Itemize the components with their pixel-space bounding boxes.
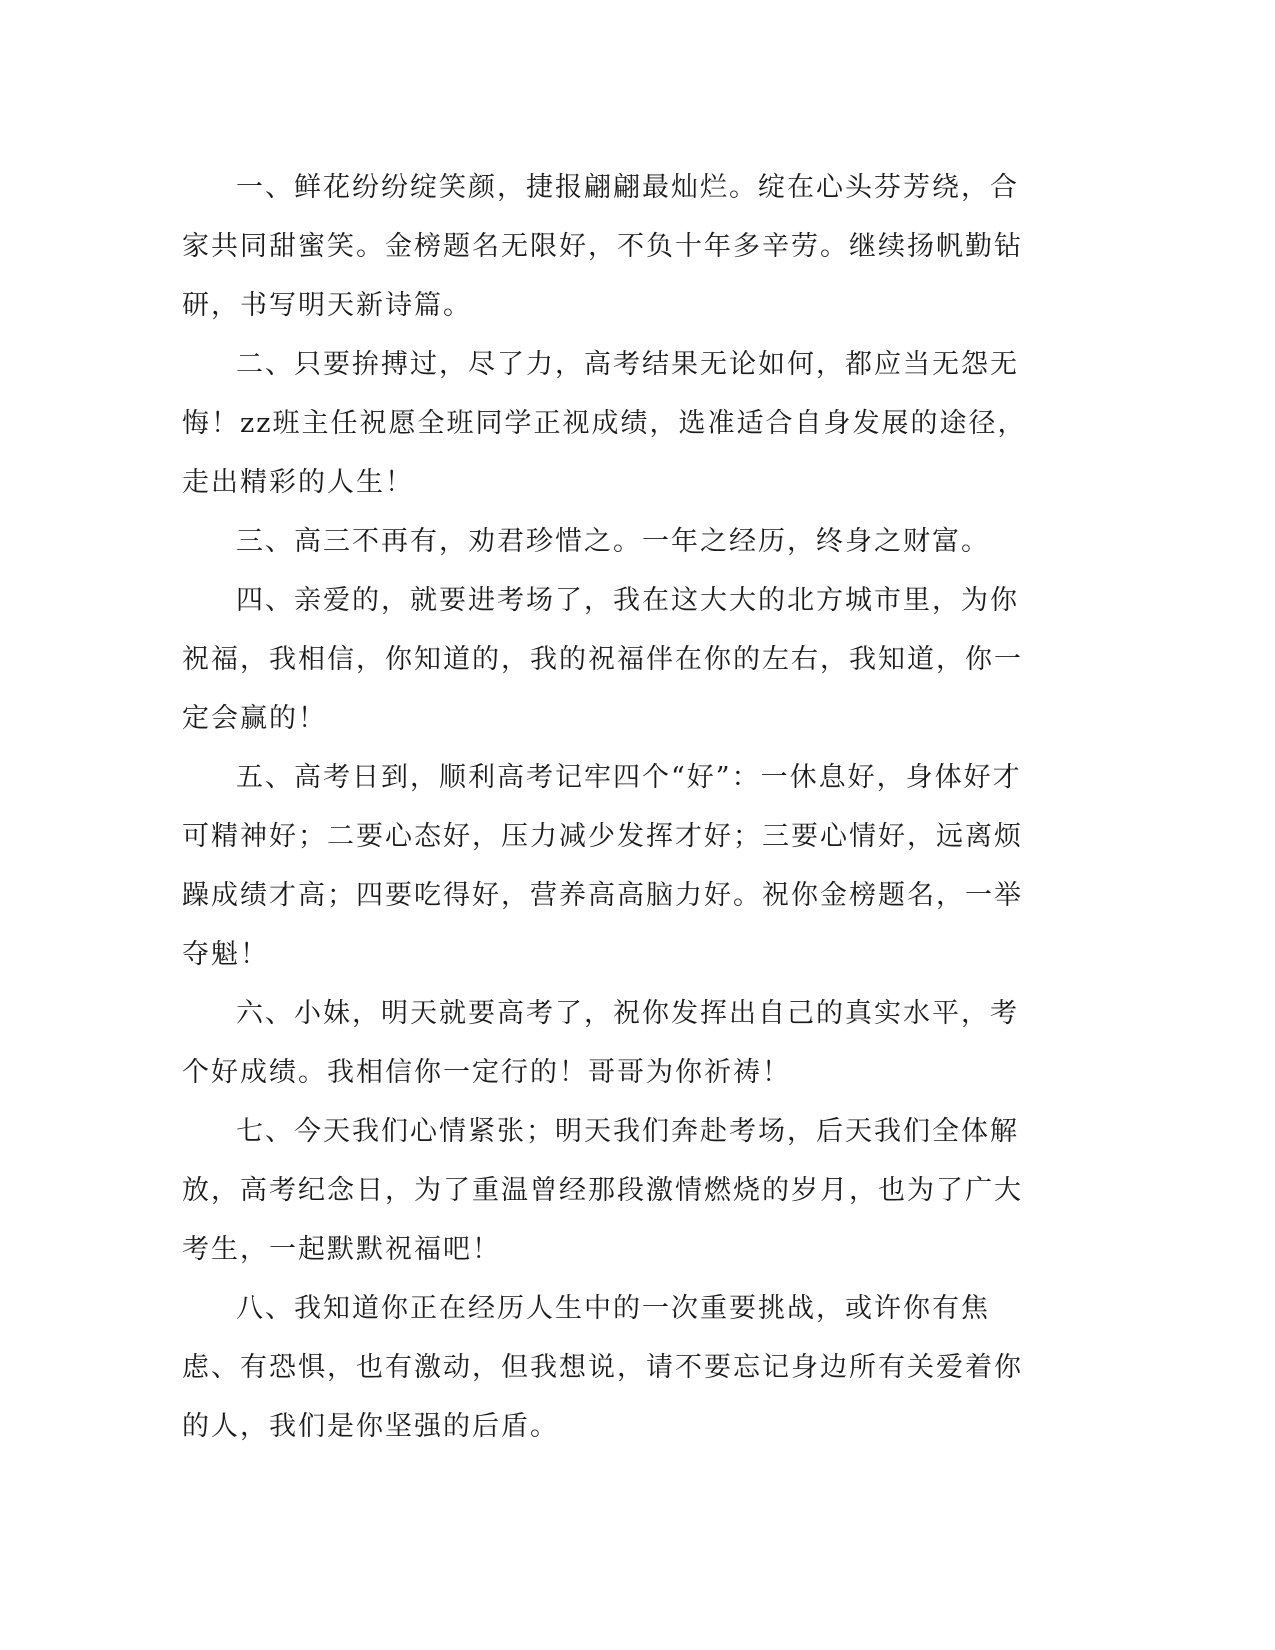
paragraph-2: 二、只要拚搏过，尽了力，高考结果无论如何，都应当无怨无悔！zz班主任祝愿全班同学正视成绩，选准适合自身发展的途径，走出精彩的人生！ <box>182 349 1027 498</box>
paragraph-1: 一、鲜花纷纷绽笑颜，捷报翩翩最灿烂。绽在心头芬芳绕，合家共同甜蜜笑。金榜题名无限好，不负十年多辛劳。继续扬帆勤钻研，书写明天新诗篇。 <box>182 172 1023 321</box>
document-body <box>182 158 1032 1456</box>
paragraph-8: 八、我知道你正在经历人生中的一次重要挑战，或许你有焦虑、有恐惧，也有激动，但我想说，请不要忘记身边所有关爱着你的人，我们是你坚强的后盾。 <box>182 1293 1023 1442</box>
paragraph-6: 六、小妹，明天就要高考了，祝你发挥出自己的真实水平，考个好成绩。我相信你一定行的！哥哥为你祈祷！ <box>182 998 1019 1088</box>
paragraph-3: 三、高三不再有，劝君珍惜之。一年之经历，终身之财富。 <box>236 526 990 557</box>
paragraph-4: 四、亲爱的，就要进考场了，我在这大大的北方城市里，为你祝福，我相信，你知道的，我的祝福伴在你的左右，我知道，你一定会赢的！ <box>182 585 1023 734</box>
paragraph-7: 七、今天我们心情紧张；明天我们奔赴考场，后天我们全体解放，高考纪念日，为了重温曾经那段激情燃烧的岁月，也为了广大考生，一起默默祝福吧！ <box>182 1116 1023 1265</box>
paragraph-5: 五、高考日到，顺利高考记牢四个“好”：一休息好，身体好才可精神好；二要心态好，压力减少发挥才好；三要心情好，远离烦躁成绩才高；四要吃得好，营养高高脑力好。祝你金榜题名，一举夺魁！ <box>182 762 1023 970</box>
